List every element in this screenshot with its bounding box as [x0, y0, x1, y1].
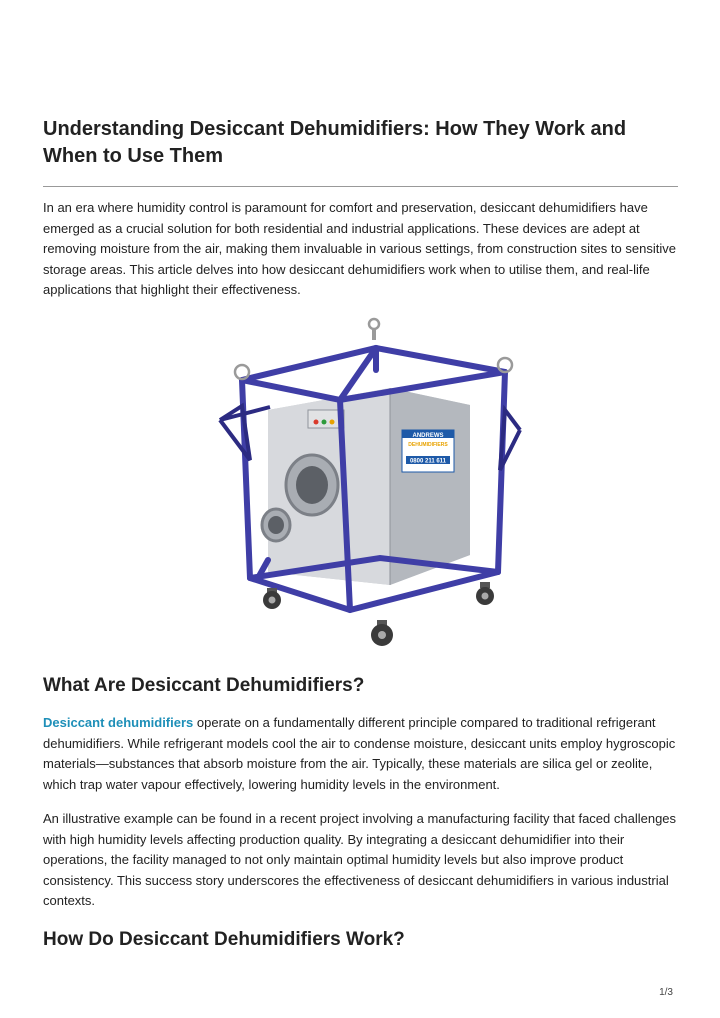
intro-paragraph: In an era where humidity control is paramount for comfort and preservation, desiccant dehumidifiers have emerged as a crucial solution for both residential and industrial applications. These devices are adept at removing moisture from the air, making them invaluable in various settings, from construction sites to sensitive storage areas. This article delves into how desiccant dehumidifiers work when to utilise them, and real-life applications that highlight their effectiveness. — [43, 200, 676, 297]
lifting-eye — [369, 319, 379, 329]
section-heading-what: What Are Desiccant Dehumidifiers? — [43, 675, 365, 696]
dehumidifier-photo — [190, 310, 530, 655]
title-divider — [43, 186, 678, 187]
label-sub: DEHUMIDIFIERS — [408, 442, 448, 448]
page-number: 1/3 — [659, 987, 673, 998]
section1-paragraph1-text: operate on a fundamentally different principle compared to traditional refrigerant dehumidifiers. While refrigerant models cool the air to condense moisture, desiccant units employ hygroscopic materials—substances that absorb moisture from the air. Typically, these materials are silica gel or zeolite, which trap water vapour effectively, lowering humidity levels in the environment. — [43, 715, 676, 792]
desiccant-dehumidifiers-link[interactable]: Desiccant dehumidifiers — [43, 715, 194, 730]
article-title: Understanding Desiccant Dehumidifiers: How They Work and When to Use Them — [43, 118, 627, 167]
label-brand: ANDREWS — [412, 433, 444, 439]
section1-paragraph2: An illustrative example can be found in a recent project involving a manufacturing facility that faced challenges with high humidity levels affecting production quality. By integrating a desiccant dehumidifier into their operations, the facility managed to not only maintain optimal humidity levels but also improve product consistency. This success story underscores the effectiveness of desiccant dehumidifiers in various industrial contexts. — [43, 811, 677, 908]
section1-paragraph1 — [43, 713, 683, 795]
section-heading-how: How Do Desiccant Dehumidifiers Work? — [43, 929, 405, 950]
label-phone: 0800 211 611 — [409, 458, 447, 465]
